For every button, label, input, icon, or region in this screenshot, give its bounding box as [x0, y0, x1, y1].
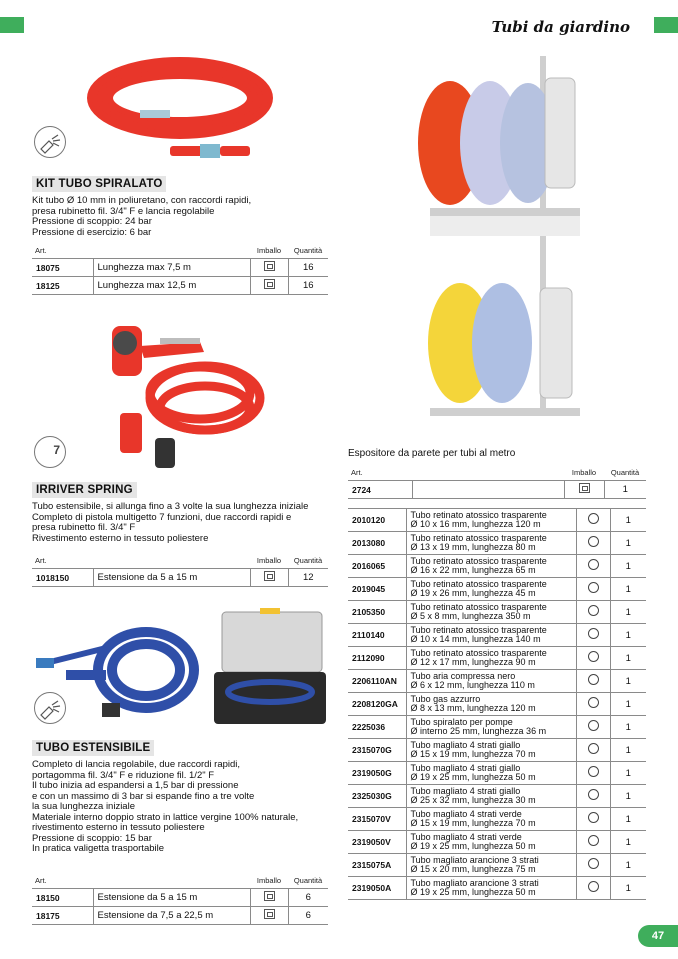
table-row	[348, 481, 646, 499]
product-desc-line2: Ø 10 x 16 mm, lunghezza 120 m	[410, 519, 541, 529]
spray-icon	[34, 692, 66, 724]
art-code: 2016065	[348, 555, 406, 578]
hose-roll-icon	[588, 628, 599, 639]
col-imballo: Imballo	[256, 245, 282, 255]
table-row	[32, 907, 328, 925]
col-quantita: Quantità	[293, 245, 323, 255]
quantity: 1	[610, 877, 646, 900]
roll-icon-cell	[576, 670, 610, 693]
hose-roll-icon	[588, 536, 599, 547]
table-row	[348, 578, 646, 601]
quantity: 6	[288, 907, 328, 925]
espositore-caption: Espositore da parete per tubi al metro	[348, 448, 516, 459]
box-icon	[579, 483, 590, 493]
art-code: 2110140	[348, 624, 406, 647]
quantity: 16	[288, 277, 328, 295]
estensibile-section-title: TUBO ESTENSIBILE	[32, 740, 154, 756]
product-desc-line1: Tubo aria compressa nero	[410, 670, 516, 681]
product-desc: Lunghezza max 7,5 m	[93, 259, 250, 277]
kit-product-table	[32, 242, 328, 295]
roll-icon-cell	[576, 532, 610, 555]
art-code: 2225036	[348, 716, 406, 739]
roll-icon-cell	[576, 578, 610, 601]
product-desc-line1: Tubo retinato atossico trasparente	[410, 532, 547, 543]
table-row	[348, 555, 646, 578]
spiral-hose-image	[80, 48, 280, 168]
roll-icon-cell	[576, 624, 610, 647]
quantity: 1	[610, 670, 646, 693]
col-art: Art.	[35, 245, 47, 255]
product-desc-line2: Ø 19 x 26 mm, lunghezza 45 m	[410, 588, 536, 598]
table-row	[348, 647, 646, 670]
box-icon-cell	[564, 481, 604, 499]
box-icon-cell	[250, 907, 288, 925]
art-code: 2319050V	[348, 831, 406, 854]
quantity: 1	[610, 532, 646, 555]
product-desc	[412, 481, 564, 499]
quantity: 1	[610, 785, 646, 808]
product-desc	[406, 509, 576, 532]
hose-roll-icon	[588, 582, 599, 593]
table-row	[348, 808, 646, 831]
table-row	[348, 739, 646, 762]
product-desc-line1: Tubo magliato arancione 3 strati	[410, 877, 539, 888]
product-desc-line2: Ø 15 x 20 mm, lunghezza 75 m	[410, 864, 536, 874]
product-desc-line1: Tubo magliato 4 strati verde	[410, 808, 522, 819]
product-desc	[406, 831, 576, 854]
quantity: 1	[610, 762, 646, 785]
art-code: 2208120GA	[348, 693, 406, 716]
product-desc-line2: Ø 19 x 25 mm, lunghezza 50 m	[410, 887, 536, 897]
quantity: 1	[610, 739, 646, 762]
hose-roll-icon	[588, 674, 599, 685]
product-desc	[406, 808, 576, 831]
product-desc-line2: Ø 15 x 19 mm, lunghezza 70 m	[410, 749, 536, 759]
irriver-section-title: IRRIVER SPRING	[32, 482, 137, 498]
roll-icon-cell	[576, 601, 610, 624]
col-art: Art.	[351, 467, 363, 477]
table-row	[348, 509, 646, 532]
roll-icon-cell	[576, 716, 610, 739]
box-icon	[264, 909, 275, 919]
quantity: 1	[610, 624, 646, 647]
table-row	[348, 831, 646, 854]
espositore-main-table	[348, 464, 646, 499]
table-row	[348, 762, 646, 785]
hose-roll-icon	[588, 720, 599, 731]
table-row	[348, 785, 646, 808]
product-desc	[406, 601, 576, 624]
box-icon-cell	[250, 889, 288, 907]
hose-roll-icon	[588, 881, 599, 892]
col-desc	[412, 464, 564, 481]
art-code: 2315070G	[348, 739, 406, 762]
col-desc	[93, 242, 250, 259]
col-art: Art.	[35, 875, 47, 885]
product-desc: Lunghezza max 12,5 m	[93, 277, 250, 295]
quantity: 12	[288, 569, 328, 587]
col-quantita: Quantità	[610, 467, 640, 477]
art-code: 2315075A	[348, 854, 406, 877]
table-row	[32, 259, 328, 277]
art-code: 1018150	[32, 569, 93, 587]
hose-roll-icon	[588, 559, 599, 570]
quantity: 1	[610, 509, 646, 532]
roll-icon-cell	[576, 739, 610, 762]
box-icon-cell	[250, 569, 288, 587]
col-art: Art.	[35, 555, 47, 565]
kit-description: Kit tubo Ø 10 mm in poliuretano, con raccordi rapidi, presa rubinetto fil. 3/4" F e lancia regolabile Pressione di scoppio: 24 bar Pressione di esercizio: 6 bar	[32, 195, 252, 238]
product-desc	[406, 670, 576, 693]
product-desc-line2: Ø 15 x 19 mm, lunghezza 70 m	[410, 818, 536, 828]
hose-roll-icon	[588, 812, 599, 823]
art-code: 2315070V	[348, 808, 406, 831]
wall-display-rack-image	[410, 48, 590, 433]
hose-roll-table	[348, 508, 646, 900]
art-code: 18150	[32, 889, 93, 907]
page-header-title: Tubi da giardino	[491, 18, 630, 36]
table-row	[348, 693, 646, 716]
art-code: 2019045	[348, 578, 406, 601]
art-code: 2105350	[348, 601, 406, 624]
art-code: 2319050G	[348, 762, 406, 785]
product-desc: Estensione da 5 a 15 m	[93, 889, 250, 907]
quantity: 1	[610, 601, 646, 624]
product-desc-line2: Ø 12 x 17 mm, lunghezza 90 m	[410, 657, 536, 667]
hose-roll-icon	[588, 513, 599, 524]
product-desc-line2: Ø 8 x 13 mm, lunghezza 120 m	[410, 703, 536, 713]
product-desc-line2: Ø 10 x 14 mm, lunghezza 140 m	[410, 634, 541, 644]
top-left-green-bar	[0, 17, 24, 33]
product-desc: Estensione da 5 a 15 m	[93, 569, 250, 587]
product-desc-line1: Tubo spiralato per pompe	[410, 716, 513, 727]
table-row	[32, 569, 328, 587]
product-desc-line2: Ø 25 x 32 mm, lunghezza 30 m	[410, 795, 536, 805]
table-row	[32, 889, 328, 907]
estensibile-product-table	[32, 872, 328, 925]
table-row	[348, 624, 646, 647]
col-imballo: Imballo	[571, 467, 597, 477]
quantity: 1	[610, 647, 646, 670]
carry-case-image	[210, 608, 330, 728]
product-desc-line2: Ø 5 x 8 mm, lunghezza 350 m	[410, 611, 531, 621]
table-row	[348, 532, 646, 555]
quantity: 1	[610, 808, 646, 831]
product-desc-line1: Tubo retinato atossico trasparente	[410, 555, 547, 566]
table-row	[348, 601, 646, 624]
table-row	[348, 670, 646, 693]
box-icon-cell	[250, 259, 288, 277]
product-desc-line1: Tubo magliato 4 strati verde	[410, 831, 522, 842]
box-icon	[264, 571, 275, 581]
roll-icon-cell	[576, 785, 610, 808]
table-row	[32, 277, 328, 295]
product-desc	[406, 762, 576, 785]
quantity: 1	[610, 716, 646, 739]
roll-icon-cell	[576, 647, 610, 670]
col-desc	[93, 552, 250, 569]
quantity: 1	[610, 555, 646, 578]
box-icon	[264, 261, 275, 271]
roll-icon-cell	[576, 831, 610, 854]
product-desc	[406, 877, 576, 900]
product-desc	[406, 578, 576, 601]
col-imballo: Imballo	[256, 555, 282, 565]
quantity: 6	[288, 889, 328, 907]
quantity: 16	[288, 259, 328, 277]
product-desc-line2: Ø interno 25 mm, lunghezza 36 m	[410, 726, 547, 736]
product-desc-line1: Tubo magliato 4 strati giallo	[410, 762, 521, 773]
roll-icon-cell	[576, 509, 610, 532]
quantity: 1	[610, 854, 646, 877]
roll-icon-cell	[576, 555, 610, 578]
product-desc-line1: Tubo magliato 4 strati giallo	[410, 785, 521, 796]
col-quantita: Quantità	[293, 875, 323, 885]
art-code: 18125	[32, 277, 93, 295]
hose-roll-icon	[588, 766, 599, 777]
col-desc	[93, 872, 250, 889]
hose-roll-icon	[588, 835, 599, 846]
product-desc-line2: Ø 16 x 22 mm, lunghezza 65 m	[410, 565, 536, 575]
product-desc-line1: Tubo magliato arancione 3 strati	[410, 854, 539, 865]
art-code: 2206110AN	[348, 670, 406, 693]
product-desc-line1: Tubo gas azzurro	[410, 693, 481, 704]
roll-icon-cell	[576, 693, 610, 716]
product-desc-line2: Ø 19 x 25 mm, lunghezza 50 m	[410, 772, 536, 782]
art-code: 2319050A	[348, 877, 406, 900]
irriver-hose-image	[100, 318, 270, 478]
product-desc-line1: Tubo retinato atossico trasparente	[410, 624, 547, 635]
roll-icon-cell	[576, 877, 610, 900]
product-desc: Estensione da 7,5 a 22,5 m	[93, 907, 250, 925]
jet-settings-icon	[34, 436, 66, 468]
product-desc-line1: Tubo retinato atossico trasparente	[410, 647, 547, 658]
product-desc	[406, 532, 576, 555]
product-desc	[406, 624, 576, 647]
box-icon	[264, 891, 275, 901]
quantity: 1	[604, 481, 646, 499]
table-row	[348, 877, 646, 900]
col-imballo: Imballo	[256, 875, 282, 885]
hose-roll-icon	[588, 651, 599, 662]
hose-roll-icon	[588, 789, 599, 800]
product-desc-line1: Tubo retinato atossico trasparente	[410, 578, 547, 589]
table-row	[348, 716, 646, 739]
box-icon-cell	[250, 277, 288, 295]
product-desc	[406, 854, 576, 877]
box-icon	[264, 279, 275, 289]
art-code: 18075	[32, 259, 93, 277]
table-row	[348, 854, 646, 877]
hose-roll-icon	[588, 858, 599, 869]
product-desc-line1: Tubo retinato atossico trasparente	[410, 601, 547, 612]
art-code: 2013080	[348, 532, 406, 555]
roll-icon-cell	[576, 854, 610, 877]
product-desc	[406, 739, 576, 762]
col-quantita: Quantità	[293, 555, 323, 565]
art-code: 2325030G	[348, 785, 406, 808]
product-desc-line2: Ø 19 x 25 mm, lunghezza 50 m	[410, 841, 536, 851]
roll-icon-cell	[576, 808, 610, 831]
product-desc-line1: Tubo retinato atossico trasparente	[410, 509, 547, 520]
art-code: 2010120	[348, 509, 406, 532]
product-desc	[406, 785, 576, 808]
jet-count-badge: 7	[53, 443, 60, 457]
art-code: 2112090	[348, 647, 406, 670]
product-desc	[406, 555, 576, 578]
roll-icon-cell	[576, 762, 610, 785]
kit-section-title: KIT TUBO SPIRALATO	[32, 176, 166, 192]
irriver-product-table	[32, 552, 328, 587]
hose-roll-icon	[588, 697, 599, 708]
top-right-green-bar	[654, 17, 678, 33]
quantity: 1	[610, 578, 646, 601]
product-desc-line2: Ø 13 x 19 mm, lunghezza 80 m	[410, 542, 536, 552]
product-desc	[406, 647, 576, 670]
irriver-description: Tubo estensibile, si allunga fino a 3 volte la sua lunghezza iniziale Completo di pistola multigetto 7 funzioni, due raccordi rapidi e presa rubinetto fil. 3/4" F Rivestimento esterno in tessuto poliestere	[32, 501, 309, 544]
spray-icon	[34, 126, 66, 158]
art-code: 18175	[32, 907, 93, 925]
hose-roll-icon	[588, 743, 599, 754]
product-desc	[406, 693, 576, 716]
page-number: 47	[638, 925, 678, 947]
art-code: 2724	[348, 481, 412, 499]
estensibile-description: Completo di lancia regolabile, due raccordi rapidi, portagomma fil. 3/4" F e riduzione fil. 1/2" F Il tubo inizia ad espandersi a 1,5 bar di pressione e con un massimo di 3 bar si espande fino a tre volte la sua lunghezza iniziale Materiale interno doppio strato in lattice vergine 100% naturale, rivestimento esterno in tessuto poliestere Pressione di scoppio: 15 bar In pratica valigetta trasportabile	[32, 759, 299, 854]
product-desc-line1: Tubo magliato 4 strati giallo	[410, 739, 521, 750]
product-desc	[406, 716, 576, 739]
quantity: 1	[610, 831, 646, 854]
hose-roll-icon	[588, 605, 599, 616]
product-desc-line2: Ø 6 x 12 mm, lunghezza 110 m	[410, 680, 535, 690]
quantity: 1	[610, 693, 646, 716]
